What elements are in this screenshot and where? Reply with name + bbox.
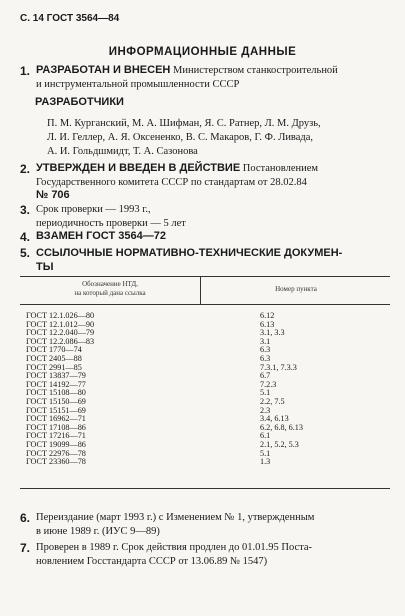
table-cell-item: 2.3 — [260, 405, 271, 415]
table-cell-item: 5.1 — [260, 448, 271, 458]
table-cell-item: 3.1, 3.3 — [260, 328, 285, 338]
table-cell-item: 6.3 — [260, 353, 271, 363]
table-item-column — [260, 312, 303, 467]
section-1-number: 1. — [20, 64, 31, 78]
section-3-line-2: периодичность проверки — 5 лет — [36, 217, 186, 229]
section-3-number: 3. — [20, 203, 31, 217]
section-6-number: 6. — [20, 511, 31, 525]
section-6-line-2: в июне 1989 г. (ИУС 9—89) — [36, 525, 160, 537]
developers-list — [47, 117, 392, 159]
section-1-text-2: и инструментальной промышленности СССР — [36, 78, 240, 90]
section-1-heading: РАЗРАБОТАН И ВНЕСЕН — [36, 64, 171, 76]
table-bottom-rule — [20, 488, 390, 489]
table-cell-item: 2.1, 5.2, 5.3 — [260, 439, 299, 449]
section-7-line-2: новлением Госстандарта СССР от 13.06.89 № 1547) — [36, 555, 268, 567]
section-2-text-3: № 706 — [36, 189, 70, 201]
table-cell-document: ГОСТ 19099—86 — [26, 439, 86, 449]
page-header: С. 14 ГОСТ 3564—84 — [20, 13, 120, 24]
section-4 — [36, 230, 391, 244]
table-cell-item: 6.3 — [260, 345, 271, 355]
table-cell-document: ГОСТ 17108—86 — [26, 422, 86, 432]
table-header-item: Номер пункта — [275, 285, 317, 293]
section-6-line-1: Переиздание (март 1993 г.) с Изменением № 1, утвержденным — [36, 512, 315, 523]
page-title: ИНФОРМАЦИОННЫЕ ДАННЫЕ — [108, 46, 297, 58]
table-cell-document: ГОСТ 2991—85 — [26, 362, 82, 372]
section-7-number: 7. — [20, 541, 31, 555]
table-cell-item: 3.4, 6.13 — [260, 414, 289, 424]
table-cell-item: 5.1 — [260, 388, 271, 398]
section-7-line-1: Проверен в 1989 г. Срок действия продлен до 01.01.95 Поста- — [36, 542, 313, 553]
table-cell-item: 7.2.3 — [260, 379, 277, 389]
table-cell-document: ГОСТ 15151—69 — [26, 405, 86, 415]
table-top-rule — [20, 276, 390, 277]
table-cell-item: 6.7 — [260, 371, 271, 381]
table-cell-item: 6.1 — [260, 431, 271, 441]
table-header-document — [22, 280, 198, 298]
table-document-column — [26, 312, 94, 467]
table-cell-item: 6.2, 6.8, 6.13 — [260, 422, 303, 432]
table-cell-document: ГОСТ 17216—71 — [26, 431, 86, 441]
table-cell-document: ГОСТ 22976—78 — [26, 448, 86, 458]
section-2-text-1: Постановлением — [242, 163, 319, 174]
table-cell-document: ГОСТ 12.1.012—90 — [26, 319, 95, 329]
section-3 — [36, 203, 391, 230]
section-1-text-1: Министерством станкостроительной — [173, 65, 338, 76]
section-6 — [36, 511, 391, 538]
section-5 — [36, 246, 391, 274]
table-header-document-line-1: Обозначение НТД, — [82, 280, 138, 288]
table-header-rule — [20, 304, 390, 305]
table-cell-item: 3.1 — [260, 336, 271, 346]
section-5-number: 5. — [20, 246, 31, 260]
section-1 — [36, 64, 391, 91]
table-cell-document: ГОСТ 12.2.086—83 — [26, 336, 95, 346]
table-cell-document: ГОСТ 14192—77 — [26, 379, 86, 389]
table-cell-document: ГОСТ 1770—74 — [26, 345, 82, 355]
table-cell-document: ГОСТ 16962—71 — [26, 414, 86, 424]
table-cell-document: ГОСТ 23360—78 — [26, 457, 86, 467]
table-cell-item: 1.3 — [260, 457, 271, 467]
section-5-heading-2: ТЫ — [36, 261, 54, 273]
table-cell-item: 6.12 — [260, 311, 275, 320]
section-3-line-1: Срок проверки — 1993 г., — [36, 204, 151, 215]
section-4-heading: ВЗАМЕН ГОСТ 3564—72 — [36, 230, 166, 242]
section-2 — [36, 162, 391, 203]
table-cell-document: ГОСТ 2405—88 — [26, 353, 82, 363]
table-cell-document: ГОСТ 12.1.026—80 — [26, 311, 95, 320]
section-2-text-2: Государственного комитета СССР по стандартам от 28.02.84 — [36, 176, 307, 188]
table-cell-document: ГОСТ 15108—80 — [26, 388, 86, 398]
developers-line-2: Л. И. Геллер, А. Я. Оксененко, В. С. Макаров, Г. Ф. Ливада, — [47, 132, 314, 143]
table-cell-item: 6.13 — [260, 319, 275, 329]
developers-line-1: П. М. Курганский, М. А. Шифман, Я. С. Ратнер, Л. М. Друзь, — [47, 118, 321, 129]
table-cell-document: ГОСТ 15150—69 — [26, 396, 86, 406]
section-4-number: 4. — [20, 230, 31, 244]
section-2-number: 2. — [20, 162, 31, 176]
table-header-divider — [200, 276, 201, 304]
table-cell-document: ГОСТ 12.2.040—79 — [26, 328, 95, 338]
section-5-heading-1: ССЫЛОЧНЫЕ НОРМАТИВНО-ТЕХНИЧЕСКИЕ ДОКУМЕН- — [36, 247, 343, 259]
section-2-heading: УТВЕРЖДЕН И ВВЕДЕН В ДЕЙСТВИЕ — [36, 162, 241, 174]
section-7 — [36, 541, 391, 568]
developers-heading: РАЗРАБОТЧИКИ — [35, 96, 124, 108]
table-cell-item: 2.2, 7.5 — [260, 396, 285, 406]
table-header-document-line-2: на который дана ссылка — [74, 289, 146, 297]
table-cell-document: ГОСТ 13837—79 — [26, 371, 86, 381]
table-cell-item: 7.3.1, 7.3.3 — [260, 362, 297, 372]
developers-line-3: А. И. Гольдшмидт, Т. А. Сазонова — [47, 146, 198, 157]
